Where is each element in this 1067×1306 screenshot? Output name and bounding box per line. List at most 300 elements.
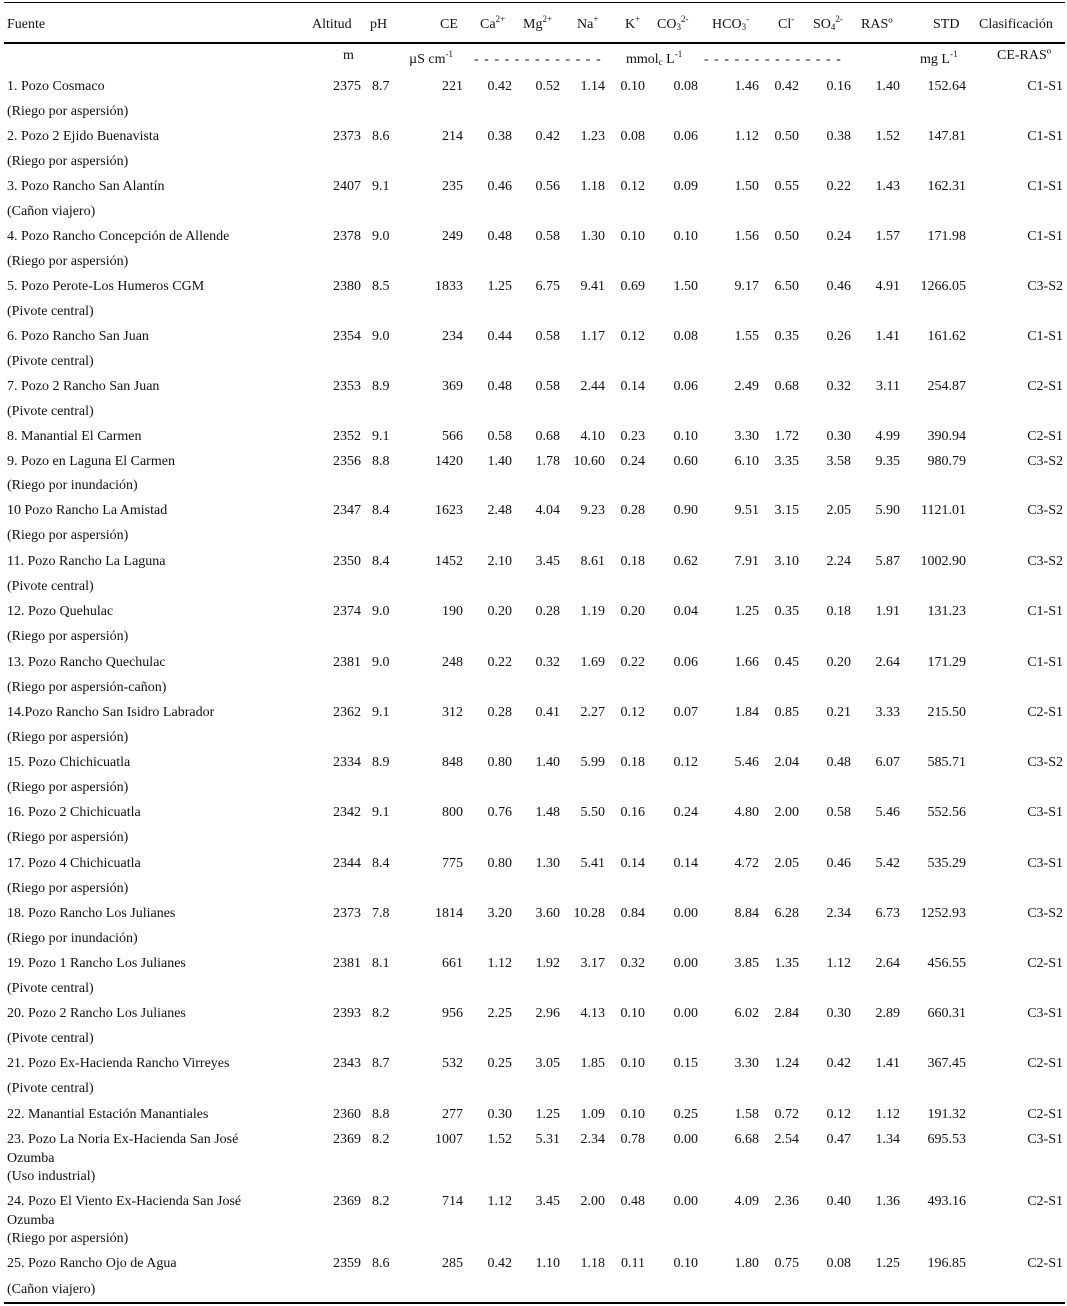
cell-co3: 0.07 [673,705,698,720]
header-co3-charge: 2- [680,14,689,24]
cell-k: 0.23 [620,429,645,444]
cell-ce: 369 [442,379,463,394]
cell-mg: 0.58 [535,329,560,344]
cell-ras: 2.64 [875,655,900,670]
row-fuente: 9. Pozo en Laguna El Carmen [7,454,175,469]
cell-k: 0.24 [620,454,645,469]
header-ca-charge: 2+ [495,14,506,24]
cell-ca: 1.40 [487,454,512,469]
cell-mg: 3.60 [535,906,560,921]
cell-alt: 2373 [333,129,361,144]
header-hco3-index: 3 [741,22,747,32]
cell-k: 0.10 [620,1107,645,1122]
cell-ras: 5.87 [875,554,900,569]
cell-so4: 0.30 [826,429,851,444]
unit-ce [409,49,453,68]
cell-ce: 249 [442,229,463,244]
cell-cl: 2.36 [774,1194,799,1209]
cell-k: 0.18 [620,554,645,569]
cell-alt: 2359 [333,1256,361,1271]
cell-cl: 0.55 [774,179,799,194]
cell-so4: 0.42 [826,1056,851,1071]
cell-na: 1.69 [580,655,605,670]
row-uso: (Riego por inundación) [7,478,138,493]
header-hco3-charge: - [746,14,750,24]
cell-so4: 0.46 [826,279,851,294]
cell-ph: 8.4 [372,856,390,871]
header-ph: pH [370,17,388,32]
cell-cl: 0.50 [774,129,799,144]
cell-std: 215.50 [927,705,966,720]
cell-na: 1.14 [580,79,605,94]
cell-std: 191.32 [927,1107,966,1122]
cell-ras: 1.41 [875,329,900,344]
row-fuente: 25. Pozo Rancho Ojo de Agua [7,1256,177,1271]
cell-ca: 3.20 [487,906,512,921]
cell-co3: 0.00 [673,1132,698,1147]
row-fuente: 20. Pozo 2 Rancho Los Julianes [7,1006,186,1021]
cell-co3: 0.10 [673,229,698,244]
cell-ce: 800 [442,805,463,820]
cell-ras: 6.73 [875,906,900,921]
cell-std: 1121.01 [921,503,966,518]
row-uso: (Uso industrial) [7,1169,96,1184]
row-fuente: 13. Pozo Rancho Quechulac [7,655,166,670]
cell-ce: 277 [442,1107,463,1122]
header-k [625,14,641,33]
cell-cls: C3-S1 [1027,805,1063,820]
row-fuente: 6. Pozo Rancho San Juan [7,329,149,344]
row-uso: (Riego por aspersión) [7,780,129,795]
row-uso: (Pivote central) [7,981,94,996]
cell-co3: 0.08 [673,79,698,94]
cell-ca: 0.22 [487,655,512,670]
header-k-symbol: K [625,17,636,32]
row-uso: (Riego por aspersión) [7,528,129,543]
unit-mmol-sub: c [658,57,663,67]
cell-na: 8.61 [580,554,605,569]
cell-co3: 0.14 [673,856,698,871]
cell-cls: C1-S1 [1027,604,1063,619]
row-fuente: 22. Manantial Estación Manantiales [7,1107,209,1122]
cell-mg: 6.75 [535,279,560,294]
cell-ce: 190 [442,604,463,619]
cell-so4: 2.24 [826,554,851,569]
cell-hco3: 6.68 [734,1132,759,1147]
cell-cl: 0.42 [774,79,799,94]
cell-k: 0.28 [620,503,645,518]
cell-std: 1266.05 [920,279,966,294]
cell-hco3: 1.55 [734,329,759,344]
row-uso: (Riego por aspersión) [7,154,129,169]
header-so4-symbol: SO [813,17,831,32]
cell-std: 585.71 [927,755,966,770]
cell-cls: C3-S1 [1027,856,1063,871]
cell-ph: 8.2 [372,1006,390,1021]
cell-alt: 2352 [333,429,361,444]
cell-alt: 2343 [333,1056,361,1071]
cell-hco3: 1.84 [734,705,759,720]
cell-co3: 0.00 [673,1006,698,1021]
cell-so4: 0.21 [826,705,851,720]
cell-ce: 714 [442,1194,463,1209]
cell-co3: 0.06 [673,379,698,394]
cell-alt: 2353 [333,379,361,394]
cell-co3: 0.06 [673,129,698,144]
cell-na: 2.00 [580,1194,605,1209]
cell-na: 1.85 [580,1056,605,1071]
header-hco3-symbol: HCO [712,17,742,32]
unit-mmol-text: mmol [626,52,659,67]
cell-na: 10.28 [573,906,605,921]
cell-cl: 2.54 [774,1132,799,1147]
cell-cls: C3-S2 [1027,279,1063,294]
row-uso: (Riego por aspersión) [7,104,129,119]
cell-co3: 0.25 [673,1107,698,1122]
cell-cls: C2-S1 [1027,956,1063,971]
cell-ce: 956 [442,1006,463,1021]
cell-alt: 2362 [333,705,361,720]
header-std: STD [933,17,960,32]
cell-so4: 2.05 [826,503,851,518]
cell-k: 0.08 [620,129,645,144]
cell-hco3: 4.80 [734,805,759,820]
cell-cls: C1-S1 [1027,179,1063,194]
cell-mg: 4.04 [535,503,560,518]
cell-co3: 0.08 [673,329,698,344]
cell-cl: 6.50 [774,279,799,294]
cell-so4: 0.30 [826,1006,851,1021]
cell-cls: C1-S1 [1027,329,1063,344]
cell-na: 1.19 [580,604,605,619]
cell-ce: 775 [442,856,463,871]
unit-std-text: mg L [920,52,950,67]
cell-cls: C3-S1 [1027,1006,1063,1021]
cell-k: 0.12 [620,179,645,194]
cell-k: 0.16 [620,805,645,820]
cell-ph: 9.1 [372,179,390,194]
row-uso: (Riego por aspersión) [7,254,129,269]
cell-co3: 0.09 [673,179,698,194]
header-cl-symbol: Cl [778,17,792,32]
cell-na: 5.50 [580,805,605,820]
cell-ras: 3.11 [876,379,900,394]
header-cl-charge: - [791,14,795,24]
row-uso: (Pivote central) [7,579,94,594]
cell-co3: 0.10 [673,429,698,444]
cell-hco3: 4.09 [734,1194,759,1209]
cell-co3: 1.50 [673,279,698,294]
cell-mg: 3.05 [535,1056,560,1071]
cell-ph: 8.1 [372,956,390,971]
cell-ca: 0.48 [487,379,512,394]
cell-k: 0.10 [620,79,645,94]
header-mg-symbol: Mg [523,17,543,32]
cell-alt: 2334 [333,755,361,770]
cell-na: 5.99 [580,755,605,770]
cell-na: 2.44 [580,379,605,394]
cell-ph: 8.2 [372,1194,390,1209]
row-uso: (Riego por aspersión) [7,629,129,644]
row-fuente: 8. Manantial El Carmen [7,429,142,444]
cell-hco3: 6.02 [734,1006,759,1021]
cell-std: 254.87 [927,379,966,394]
row-uso: (Riego por aspersión) [7,881,129,896]
cell-alt: 2381 [333,956,361,971]
cell-cl: 0.50 [774,229,799,244]
unit-ce-text: µS cm [409,52,446,67]
cell-co3: 0.62 [673,554,698,569]
cell-hco3: 1.12 [734,129,759,144]
cell-ras: 1.25 [875,1256,900,1271]
cell-ce: 1452 [435,554,463,569]
cell-ca: 0.25 [487,1056,512,1071]
cell-ce: 235 [442,179,463,194]
row-uso: (Cañon viajero) [7,204,96,219]
cell-hco3: 3.30 [734,1056,759,1071]
cell-cls: C2-S1 [1027,1107,1063,1122]
cell-std: 147.81 [927,129,966,144]
header-fuente: Fuente [7,17,46,32]
cell-std: 390.94 [927,429,966,444]
row-uso: (Cañon viajero) [7,1282,96,1297]
row-fuente: 15. Pozo Chichicuatla [7,755,131,770]
cell-ph: 9.1 [372,429,390,444]
cell-ras: 5.46 [875,805,900,820]
row-fuente: 7. Pozo 2 Rancho San Juan [7,379,160,394]
cell-cl: 0.75 [774,1256,799,1271]
cell-cls: C2-S1 [1027,705,1063,720]
cell-so4: 0.08 [826,1256,851,1271]
cell-mg: 0.52 [535,79,560,94]
cell-ras: 1.57 [875,229,900,244]
cell-k: 0.69 [620,279,645,294]
cell-k: 0.10 [620,1056,645,1071]
cell-mg: 0.56 [535,179,560,194]
header-co3-symbol: CO [657,17,677,32]
cell-hco3: 4.72 [734,856,759,871]
header-co3 [657,14,689,33]
cell-ph: 8.7 [372,79,390,94]
cell-mg: 1.25 [535,1107,560,1122]
unit-std-exp: -1 [949,49,958,59]
cell-alt: 2350 [333,554,361,569]
cell-co3: 0.00 [673,906,698,921]
cell-mg: 0.58 [535,379,560,394]
cell-na: 2.34 [580,1132,605,1147]
cell-co3: 0.04 [673,604,698,619]
header-mg-charge: 2+ [542,14,553,24]
cell-co3: 0.00 [673,1194,698,1209]
cell-cls: C3-S2 [1027,454,1063,469]
cell-k: 0.14 [620,856,645,871]
cell-alt: 2375 [333,79,361,94]
cell-hco3: 2.49 [734,379,759,394]
row-fuente: 14.Pozo Rancho San Isidro Labrador [7,705,215,720]
cell-alt: 2360 [333,1107,361,1122]
header-clasificacion: Clasificación [979,17,1053,32]
cell-ras: 1.36 [875,1194,900,1209]
unit-mmol [626,49,683,68]
cell-alt: 2393 [333,1006,361,1021]
cell-so4: 1.12 [826,956,851,971]
cell-ca: 0.30 [487,1107,512,1122]
cell-ce: 234 [442,329,463,344]
row-uso: (Pivote central) [7,1031,94,1046]
cell-std: 152.64 [927,79,966,94]
cell-hco3: 1.66 [734,655,759,670]
cell-ca: 0.44 [487,329,512,344]
cell-k: 0.78 [620,1132,645,1147]
cell-ras: 1.12 [875,1107,900,1122]
cell-ca: 0.20 [487,604,512,619]
header-ca-symbol: Ca [480,17,496,32]
cell-ph: 8.8 [372,1107,390,1122]
cell-cl: 3.10 [774,554,799,569]
cell-cl: 3.35 [774,454,799,469]
cell-ce: 312 [442,705,463,720]
cell-ce: 848 [442,755,463,770]
cell-hco3: 3.85 [734,956,759,971]
cell-ca: 1.52 [487,1132,512,1147]
cell-mg: 2.96 [535,1006,560,1021]
cell-so4: 0.20 [826,655,851,670]
cell-cls: C3-S1 [1027,1132,1063,1147]
row-fuente: 10 Pozo Rancho La Amistad [7,503,168,518]
cell-cls: C3-S2 [1027,503,1063,518]
cell-hco3: 1.58 [734,1107,759,1122]
cell-mg: 3.45 [535,1194,560,1209]
cell-na: 1.17 [580,329,605,344]
cell-std: 980.79 [927,454,966,469]
header-so4 [813,14,843,33]
cell-k: 0.14 [620,379,645,394]
row-uso: (Pivote central) [7,304,94,319]
cell-so4: 0.46 [826,856,851,871]
cell-ras: 1.34 [875,1132,900,1147]
cell-k: 0.18 [620,755,645,770]
cell-std: 1002.90 [920,554,966,569]
header-altitud: Altitud [312,17,352,32]
cell-ca: 2.48 [487,503,512,518]
header-so4-index: 4 [830,22,836,32]
cell-mg: 1.78 [535,454,560,469]
cell-na: 10.60 [573,454,605,469]
cell-k: 0.12 [620,705,645,720]
cell-ras: 1.52 [875,129,900,144]
header-na-symbol: Na [577,17,594,32]
cell-hco3: 5.46 [734,755,759,770]
cell-ca: 1.12 [487,1194,512,1209]
cell-ph: 7.8 [372,906,390,921]
cell-std: 493.16 [927,1194,966,1209]
unit-dashes-right: - - - - - - - - - - - - - - [704,52,842,67]
row-uso: (Riego por aspersión) [7,830,129,845]
cell-hco3: 6.10 [734,454,759,469]
row-fuente: 3. Pozo Rancho San Alantín [7,179,165,194]
cell-mg: 0.41 [535,705,560,720]
cell-hco3: 8.84 [734,906,759,921]
cell-ph: 8.8 [372,454,390,469]
row-uso: (Riego por aspersión-cañon) [7,680,167,695]
cell-cl: 2.00 [774,805,799,820]
cell-std: 535.29 [927,856,966,871]
cell-ph: 9.0 [372,229,390,244]
row-uso: (Pivote central) [7,404,94,419]
cell-ce: 1007 [435,1132,463,1147]
cell-hco3: 1.25 [734,604,759,619]
cell-cl: 1.24 [774,1056,799,1071]
cell-ce: 221 [442,79,463,94]
cell-hco3: 3.30 [734,429,759,444]
cell-cls: C3-S2 [1027,906,1063,921]
cell-k: 0.48 [620,1194,645,1209]
cell-alt: 2356 [333,454,361,469]
cell-alt: 2354 [333,329,361,344]
cell-cls: C3-S2 [1027,554,1063,569]
cell-ph: 8.4 [372,554,390,569]
cell-mg: 1.40 [535,755,560,770]
cell-cl: 1.72 [774,429,799,444]
cell-ca: 1.12 [487,956,512,971]
cell-ca: 2.25 [487,1006,512,1021]
row-fuente: 12. Pozo Quehulac [7,604,114,619]
cell-so4: 0.22 [826,179,851,194]
cell-cls: C2-S1 [1027,1194,1063,1209]
row-uso: (Pivote central) [7,354,94,369]
cell-alt: 2369 [333,1194,361,1209]
cell-ph: 8.6 [372,1256,390,1271]
cell-std: 1252.93 [920,906,966,921]
cell-so4: 2.34 [826,906,851,921]
cell-na: 1.09 [580,1107,605,1122]
cell-ca: 0.42 [487,1256,512,1271]
row-fuente: 2. Pozo 2 Ejido Buenavista [7,129,160,144]
cell-ras: 3.33 [875,705,900,720]
cell-ras: 1.41 [875,1056,900,1071]
unit-std [920,49,958,68]
cell-cl: 3.15 [774,503,799,518]
cell-so4: 0.48 [826,755,851,770]
cell-hco3: 1.46 [734,79,759,94]
cell-ph: 9.0 [372,604,390,619]
table-header [4,0,1065,42]
cell-std: 161.62 [927,329,966,344]
cell-alt: 2369 [333,1132,361,1147]
cell-hco3: 9.51 [734,503,759,518]
cell-so4: 0.32 [826,379,851,394]
cell-ca: 0.46 [487,179,512,194]
cell-std: 196.85 [927,1256,966,1271]
cell-so4: 0.16 [826,79,851,94]
cell-ras: 2.64 [875,956,900,971]
cell-ras: 4.99 [875,429,900,444]
unit-mmol-l: L [662,52,675,67]
header-ce: CE [440,17,458,32]
cell-alt: 2407 [333,179,361,194]
cell-k: 0.32 [620,956,645,971]
cell-ca: 0.38 [487,129,512,144]
cell-cls: C1-S1 [1027,129,1063,144]
cell-cl: 0.35 [774,329,799,344]
header-mg [523,14,553,33]
cell-cls: C1-S1 [1027,229,1063,244]
cell-cls: C2-S1 [1027,1056,1063,1071]
cell-co3: 0.06 [673,655,698,670]
cell-co3: 0.90 [673,503,698,518]
cell-ras: 1.43 [875,179,900,194]
row-fuente: 16. Pozo 2 Chichicuatla [7,805,141,820]
